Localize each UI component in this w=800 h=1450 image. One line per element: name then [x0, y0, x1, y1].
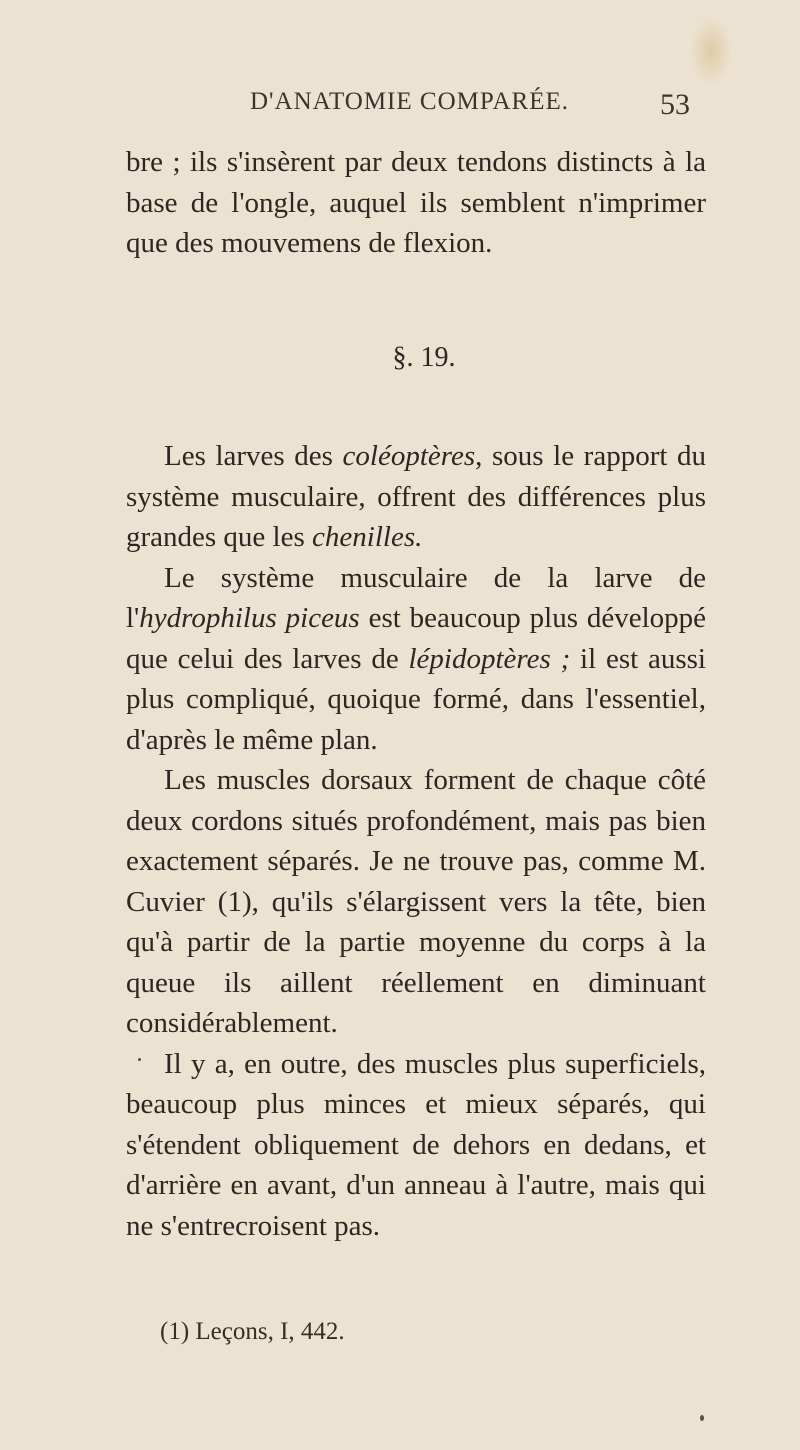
text-run: il est aussi plus compliqué, quoique formé, dans l'essentiel, d'après le même plan. [126, 642, 706, 756]
paper-stain [690, 16, 732, 86]
text-run: , sous le rapport du système musculaire, offrent des différences plus grandes que les [126, 440, 706, 553]
text-run: Les larves des [164, 440, 343, 472]
section-heading: §. 19. [392, 341, 456, 373]
page-number: 53 [660, 88, 690, 121]
italic-term-chenilles: chenilles. [312, 521, 423, 553]
paragraph-systeme [126, 558, 706, 761]
paragraph-continuation: bre ; ils s'insèrent par deux tendons distincts à la base de l'ongle, auquel ils semblent n'imprimer que des mouvemens de flexion. [126, 146, 706, 259]
italic-term-lepidopteres: lépidoptères ; [408, 642, 571, 675]
body-text [126, 142, 706, 1246]
page-header [250, 88, 690, 128]
text-run: est beaucoup plus développé que celui des larves de [126, 602, 707, 675]
paragraph-larves [126, 436, 706, 558]
running-head: D'ANATOMIE COMPARÉE. [250, 88, 569, 115]
ink-speck [138, 1058, 141, 1061]
paragraph-muscles-superficiels: Il y a, en outre, des muscles plus superficiels, beaucoup plus minces et mieux séparés, qui s'étendent obliquement de dehors en dedans, et d'arrière en avant, d'un anneau à l'autre, mais qui ne s'entrecroisent pas. [126, 1047, 706, 1242]
footnote: (1) Leçons, I, 442. [160, 1318, 345, 1345]
italic-term-hydrophilus: hydrophilus piceus [139, 602, 360, 634]
italic-term-coleopteres: coléoptères [342, 440, 476, 472]
text-run: Le système musculaire de la larve de l' [126, 561, 706, 634]
paragraph-muscles-dorsaux: Les muscles dorsaux forment de chaque côté deux cordons situés profondément, mais pas bien exactement séparés. Je ne trouve pas, comme M. Cuvier (1), qu'ils s'élargissent vers la tête, bien qu'à partir de la partie moyenne du corps à la queue ils aillent réellement en diminuant considérablement. [126, 764, 706, 1039]
ink-speck [700, 1415, 704, 1421]
